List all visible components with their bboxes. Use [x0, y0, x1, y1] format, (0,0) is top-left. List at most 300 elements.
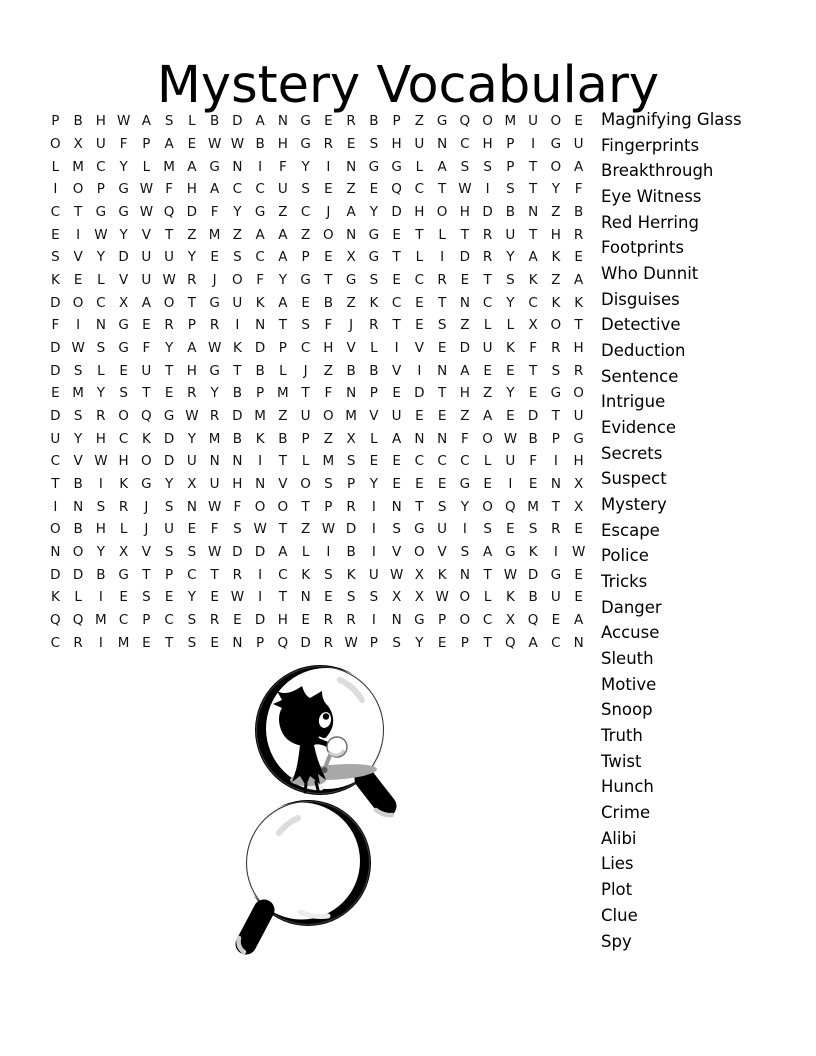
- grid-letter: E: [437, 408, 447, 425]
- grid-letter: E: [210, 634, 219, 651]
- grid-letter: B: [73, 521, 83, 538]
- grid-letter: R: [187, 272, 197, 289]
- grid-letter: D: [345, 521, 357, 538]
- word-list-item: Sleuth: [601, 649, 654, 669]
- word-list-item: Clue: [601, 905, 638, 925]
- grid-letter: I: [53, 498, 58, 515]
- grid-letter: G: [95, 204, 107, 221]
- grid-letter: I: [553, 544, 558, 561]
- grid-letter: E: [346, 136, 356, 152]
- grid-letter: O: [163, 294, 175, 311]
- grid-letter: T: [438, 181, 447, 198]
- grid-letter: P: [256, 385, 265, 402]
- grid-letter: G: [368, 158, 380, 175]
- grid-letter: T: [51, 476, 60, 493]
- grid-letter: T: [415, 226, 424, 243]
- grid-letter: Z: [346, 181, 356, 198]
- grid-letter: Y: [551, 181, 560, 198]
- magnifier-bottom: [239, 800, 371, 952]
- grid-letter: C: [482, 294, 493, 311]
- grid-letter: G: [118, 204, 129, 221]
- grid-letter: G: [550, 385, 562, 402]
- grid-letter: O: [414, 544, 425, 561]
- grid-letter: S: [51, 249, 60, 266]
- grid-letter: A: [278, 226, 288, 243]
- grid-letter: F: [574, 181, 583, 198]
- grid-letter: K: [119, 476, 129, 493]
- grid-letter: S: [187, 544, 197, 561]
- grid-letter: S: [73, 362, 83, 379]
- grid-letter: S: [164, 544, 174, 561]
- grid-letter: O: [550, 158, 562, 175]
- word-list-item: Twist: [601, 751, 642, 771]
- grid-letter: E: [324, 249, 333, 266]
- grid-letter: W: [321, 521, 336, 538]
- grid-letter: K: [551, 294, 561, 311]
- grid-letter: V: [73, 249, 83, 266]
- grid-letter: G: [368, 249, 380, 266]
- grid-letter: O: [232, 272, 243, 289]
- grid-letter: T: [529, 158, 538, 175]
- grid-letter: S: [301, 181, 310, 198]
- grid-letter: P: [301, 430, 310, 447]
- grid-letter: O: [50, 521, 61, 538]
- grid-letter: J: [212, 272, 217, 289]
- grid-letter: C: [437, 453, 447, 470]
- word-list-item: Detective: [601, 315, 681, 335]
- grid-letter: E: [233, 612, 242, 629]
- grid-letter: A: [346, 204, 356, 221]
- grid-letter: T: [142, 566, 151, 583]
- grid-letter: I: [326, 544, 331, 561]
- grid-letter: J: [144, 498, 149, 515]
- grid-letter: E: [324, 113, 333, 130]
- grid-letter: U: [482, 340, 493, 357]
- grid-letter: Z: [551, 272, 561, 289]
- grid-letter: E: [164, 385, 174, 402]
- grid-letter: T: [210, 566, 219, 583]
- grid-letter: R: [573, 226, 584, 243]
- grid-letter: Q: [505, 634, 516, 651]
- grid-letter: S: [392, 521, 401, 538]
- grid-letter: S: [460, 158, 470, 175]
- grid-letter: E: [506, 408, 515, 425]
- grid-letter: T: [324, 272, 333, 289]
- grid-letter: E: [506, 362, 515, 379]
- grid-letter: W: [207, 136, 222, 152]
- grid-letter: E: [574, 566, 583, 583]
- grid-letter: T: [460, 226, 469, 243]
- grid-letter: F: [165, 181, 173, 198]
- grid-letter: R: [369, 317, 379, 334]
- grid-letter: P: [301, 249, 310, 266]
- grid-letter: Z: [323, 362, 333, 379]
- word-list-item: Accuse: [601, 623, 660, 643]
- word-list-item: Snoop: [601, 700, 653, 720]
- grid-letter: N: [277, 113, 288, 130]
- grid-letter: Z: [278, 408, 288, 425]
- grid-letter: H: [414, 204, 425, 221]
- grid-letter: C: [50, 453, 61, 470]
- grid-letter: T: [301, 498, 310, 515]
- grid-letter: S: [483, 521, 492, 538]
- grid-letter: Q: [72, 612, 84, 629]
- grid-letter: S: [164, 498, 174, 515]
- grid-letter: H: [186, 362, 197, 379]
- grid-letter: V: [346, 340, 356, 357]
- grid-letter: Y: [187, 589, 196, 606]
- grid-letter: A: [187, 340, 197, 357]
- word-list-item: Deduction: [601, 341, 686, 361]
- grid-letter: T: [233, 362, 242, 379]
- grid-letter: Y: [369, 204, 378, 221]
- grid-letter: A: [460, 362, 470, 379]
- word-list-item: Footprints: [601, 238, 684, 258]
- grid-letter: Z: [460, 408, 470, 425]
- grid-letter: G: [414, 521, 425, 538]
- grid-letter: I: [485, 181, 490, 198]
- grid-letter: T: [74, 204, 83, 221]
- grid-letter: C: [255, 181, 265, 198]
- word-list-item: Eye Witness: [601, 187, 702, 207]
- grid-letter: S: [119, 385, 128, 402]
- grid-letter: K: [141, 430, 151, 447]
- page-title: Mystery Vocabulary: [156, 56, 660, 116]
- grid-letter: B: [232, 385, 242, 402]
- grid-letter: A: [210, 181, 220, 198]
- grid-letter: N: [50, 544, 61, 561]
- grid-letter: E: [415, 317, 424, 334]
- grid-letter: B: [278, 430, 288, 447]
- grid-letter: X: [187, 476, 197, 493]
- grid-letter: O: [482, 498, 493, 515]
- grid-letter: V: [141, 226, 151, 243]
- grid-letter: O: [459, 612, 471, 629]
- grid-letter: U: [437, 521, 448, 538]
- grid-letter: U: [141, 249, 152, 266]
- grid-letter: Q: [527, 612, 539, 629]
- grid-letter: T: [165, 362, 174, 379]
- grid-letter: N: [95, 317, 106, 334]
- word-list-item: Disguises: [601, 289, 680, 309]
- grid-letter: S: [369, 589, 379, 606]
- grid-letter: X: [346, 430, 356, 447]
- grid-letter: S: [528, 521, 538, 538]
- grid-letter: T: [438, 294, 447, 311]
- grid-letter: V: [414, 340, 424, 357]
- grid-letter: W: [503, 430, 518, 447]
- grid-letter: B: [73, 113, 83, 130]
- word-list-item: Suspect: [601, 469, 667, 489]
- grid-letter: V: [369, 408, 379, 425]
- grid-letter: B: [232, 430, 242, 447]
- grid-letter: C: [391, 294, 402, 311]
- grid-letter: M: [345, 408, 357, 425]
- grid-letter: N: [346, 158, 357, 175]
- grid-letter: X: [119, 294, 129, 311]
- grid-letter: I: [235, 317, 240, 334]
- grid-letter: D: [527, 408, 539, 425]
- grid-letter: O: [254, 498, 266, 515]
- grid-letter: J: [144, 521, 149, 538]
- grid-letter: G: [300, 113, 311, 130]
- grid-letter: A: [437, 158, 447, 175]
- grid-letter: E: [164, 589, 174, 606]
- grid-letter: A: [528, 249, 538, 266]
- grid-letter: X: [346, 249, 356, 266]
- grid-letter: R: [209, 612, 220, 629]
- grid-letter: G: [209, 294, 220, 311]
- grid-letter: E: [506, 521, 515, 538]
- grid-letter: C: [187, 566, 197, 583]
- grid-letter: X: [574, 476, 584, 493]
- grid-letter: Z: [187, 226, 197, 243]
- grid-letter: Y: [506, 249, 515, 266]
- grid-letter: D: [50, 294, 61, 311]
- grid-letter: A: [255, 226, 265, 243]
- grid-letter: G: [459, 476, 471, 493]
- grid-letter: W: [458, 181, 472, 198]
- word-list-item: Crime: [601, 803, 651, 823]
- grid-letter: S: [233, 521, 242, 538]
- grid-letter: N: [255, 317, 266, 334]
- grid-letter: E: [551, 612, 561, 629]
- grid-letter: K: [50, 589, 60, 606]
- grid-letter: P: [506, 136, 515, 152]
- grid-letter: B: [573, 204, 584, 221]
- grid-letter: L: [483, 317, 492, 334]
- word-list-item: Spy: [601, 931, 632, 951]
- grid-letter: W: [503, 566, 518, 583]
- grid-letter: U: [164, 249, 175, 266]
- grid-letter: Z: [301, 226, 311, 243]
- grid-letter: T: [438, 385, 447, 402]
- grid-letter: S: [346, 589, 356, 606]
- grid-letter: U: [368, 566, 379, 583]
- grid-letter: Z: [460, 317, 470, 334]
- grid-letter: Y: [301, 158, 310, 175]
- word-list-item: Evidence: [601, 418, 677, 438]
- grid-letter: L: [51, 158, 60, 175]
- grid-letter: C: [414, 453, 425, 470]
- grid-letter: W: [94, 453, 108, 470]
- grid-letter: R: [118, 498, 129, 515]
- grid-letter: G: [436, 113, 448, 130]
- grid-letter: Y: [74, 430, 83, 447]
- grid-letter: M: [322, 453, 335, 470]
- grid-letter: S: [506, 272, 515, 289]
- word-list-item: Who Dunnit: [601, 264, 699, 284]
- grid-letter: A: [278, 544, 288, 561]
- grid-letter: R: [187, 385, 197, 402]
- grid-letter: G: [414, 612, 425, 629]
- grid-letter: F: [142, 340, 151, 357]
- grid-letter: T: [278, 589, 287, 606]
- magnifier-top: [255, 665, 392, 815]
- grid-letter: O: [459, 589, 471, 606]
- grid-letter: N: [391, 498, 402, 515]
- word-list: [601, 107, 742, 954]
- grid-letter: S: [233, 249, 242, 266]
- grid-letter: K: [505, 589, 515, 606]
- grid-letter: F: [529, 340, 537, 357]
- grid-letter: S: [73, 408, 83, 425]
- grid-letter: Z: [483, 385, 493, 402]
- grid-letter: T: [574, 317, 583, 334]
- grid-letter: H: [459, 204, 470, 221]
- grid-letter: Y: [165, 340, 174, 357]
- grid-letter: G: [550, 136, 562, 152]
- grid-letter: E: [369, 181, 379, 198]
- grid-letter: P: [369, 385, 378, 402]
- grid-letter: P: [187, 317, 196, 334]
- grid-letter: E: [142, 634, 151, 651]
- grid-letter: G: [550, 566, 562, 583]
- grid-letter: H: [323, 340, 334, 357]
- grid-letter: K: [301, 566, 311, 583]
- word-list-item: Breakthrough: [601, 161, 714, 181]
- grid-letter: D: [232, 544, 243, 561]
- grid-letter: M: [117, 634, 130, 651]
- grid-letter: H: [95, 521, 106, 538]
- grid-letter: E: [301, 612, 310, 629]
- grid-letter: Y: [119, 226, 128, 243]
- grid-letter: R: [551, 340, 561, 357]
- grid-letter: T: [483, 634, 492, 651]
- grid-letter: C: [414, 181, 425, 198]
- grid-letter: E: [415, 294, 424, 311]
- grid-letter: T: [301, 385, 310, 402]
- grid-letter: F: [210, 204, 219, 221]
- grid-letter: W: [389, 566, 404, 583]
- grid-letter: N: [300, 589, 311, 606]
- grid-letter: D: [391, 204, 402, 221]
- grid-letter: F: [278, 158, 287, 175]
- word-list-item: Intrigue: [601, 392, 666, 412]
- grid-letter: A: [574, 612, 584, 629]
- grid-letter: K: [50, 272, 60, 289]
- grid-letter: E: [369, 453, 379, 470]
- grid-letter: M: [95, 612, 107, 629]
- grid-letter: M: [208, 226, 221, 243]
- grid-letter: P: [438, 612, 447, 629]
- grid-letter: S: [142, 589, 151, 606]
- grid-letter: J: [349, 317, 354, 334]
- grid-letter: C: [551, 634, 561, 651]
- grid-letter: F: [256, 272, 264, 289]
- grid-letter: L: [142, 158, 151, 175]
- grid-letter: P: [256, 634, 265, 651]
- grid-letter: Z: [232, 226, 242, 243]
- grid-letter: L: [483, 453, 492, 470]
- grid-letter: O: [482, 430, 493, 447]
- grid-letter: D: [50, 340, 61, 357]
- grid-letter: G: [573, 430, 584, 447]
- grid-letter: U: [95, 136, 106, 152]
- grid-letter: R: [346, 113, 356, 130]
- grid-letter: X: [574, 498, 584, 515]
- grid-letter: F: [324, 385, 333, 402]
- grid-letter: A: [392, 430, 402, 447]
- grid-letter: P: [324, 498, 333, 515]
- grid-letter: C: [164, 612, 174, 629]
- grid-letter: O: [118, 408, 129, 425]
- grid-letter: S: [369, 136, 379, 152]
- grid-letter: P: [51, 113, 60, 130]
- grid-letter: U: [528, 113, 539, 130]
- grid-letter: C: [118, 430, 129, 447]
- grid-letter: L: [301, 453, 310, 470]
- grid-letter: V: [392, 544, 402, 561]
- grid-letter: B: [346, 544, 356, 561]
- grid-letter: Y: [233, 204, 242, 221]
- grid-letter: B: [346, 362, 356, 379]
- grid-letter: D: [254, 612, 266, 629]
- grid-letter: N: [437, 136, 448, 152]
- grid-letter: M: [72, 385, 84, 402]
- grid-letter: M: [72, 158, 84, 175]
- grid-letter: V: [392, 362, 402, 379]
- grid-letter: L: [97, 362, 105, 379]
- grid-letter: K: [505, 340, 515, 357]
- grid-letter: U: [300, 408, 311, 425]
- grid-letter: W: [207, 340, 222, 357]
- grid-letter: K: [369, 294, 379, 311]
- grid-letter: A: [187, 158, 197, 175]
- word-list-item: Sentence: [601, 366, 679, 386]
- grid-letter: U: [414, 136, 425, 152]
- grid-letter: R: [482, 249, 493, 266]
- grid-letter: L: [74, 589, 82, 606]
- grid-letter: O: [323, 226, 334, 243]
- small-magnifier-handle-tip: [322, 767, 328, 773]
- grid-letter: T: [529, 362, 538, 379]
- grid-letter: I: [98, 589, 103, 606]
- grid-letter: H: [277, 612, 288, 629]
- grid-letter: K: [346, 566, 356, 583]
- grid-letter: J: [326, 204, 331, 221]
- grid-letter: K: [551, 249, 561, 266]
- grid-letter: H: [118, 453, 129, 470]
- grid-letter: G: [345, 272, 357, 289]
- grid-letter: K: [437, 566, 447, 583]
- grid-letter: N: [459, 294, 470, 311]
- grid-letter: K: [528, 544, 538, 561]
- grid-letter: C: [460, 453, 470, 470]
- grid-letter: I: [76, 317, 81, 334]
- grid-letter: I: [531, 136, 536, 152]
- grid-letter: N: [255, 476, 266, 493]
- grid-letter: N: [528, 204, 539, 221]
- grid-letter: U: [141, 272, 152, 289]
- grid-letter: P: [347, 476, 356, 493]
- grid-letter: R: [209, 317, 220, 334]
- grid-letter: O: [72, 544, 84, 561]
- grid-letter: R: [232, 566, 243, 583]
- grid-letter: Z: [346, 294, 356, 311]
- grid-letter: D: [459, 249, 471, 266]
- grid-letter: X: [119, 544, 129, 561]
- grid-letter: W: [344, 634, 358, 651]
- grid-letter: L: [119, 521, 128, 538]
- grid-letter: L: [301, 544, 310, 561]
- grid-letter: E: [574, 521, 583, 538]
- grid-letter: C: [300, 340, 311, 357]
- grid-letter: N: [232, 453, 243, 470]
- grid-letter: E: [187, 521, 197, 538]
- grid-letter: B: [73, 476, 83, 493]
- grid-letter: P: [460, 634, 469, 651]
